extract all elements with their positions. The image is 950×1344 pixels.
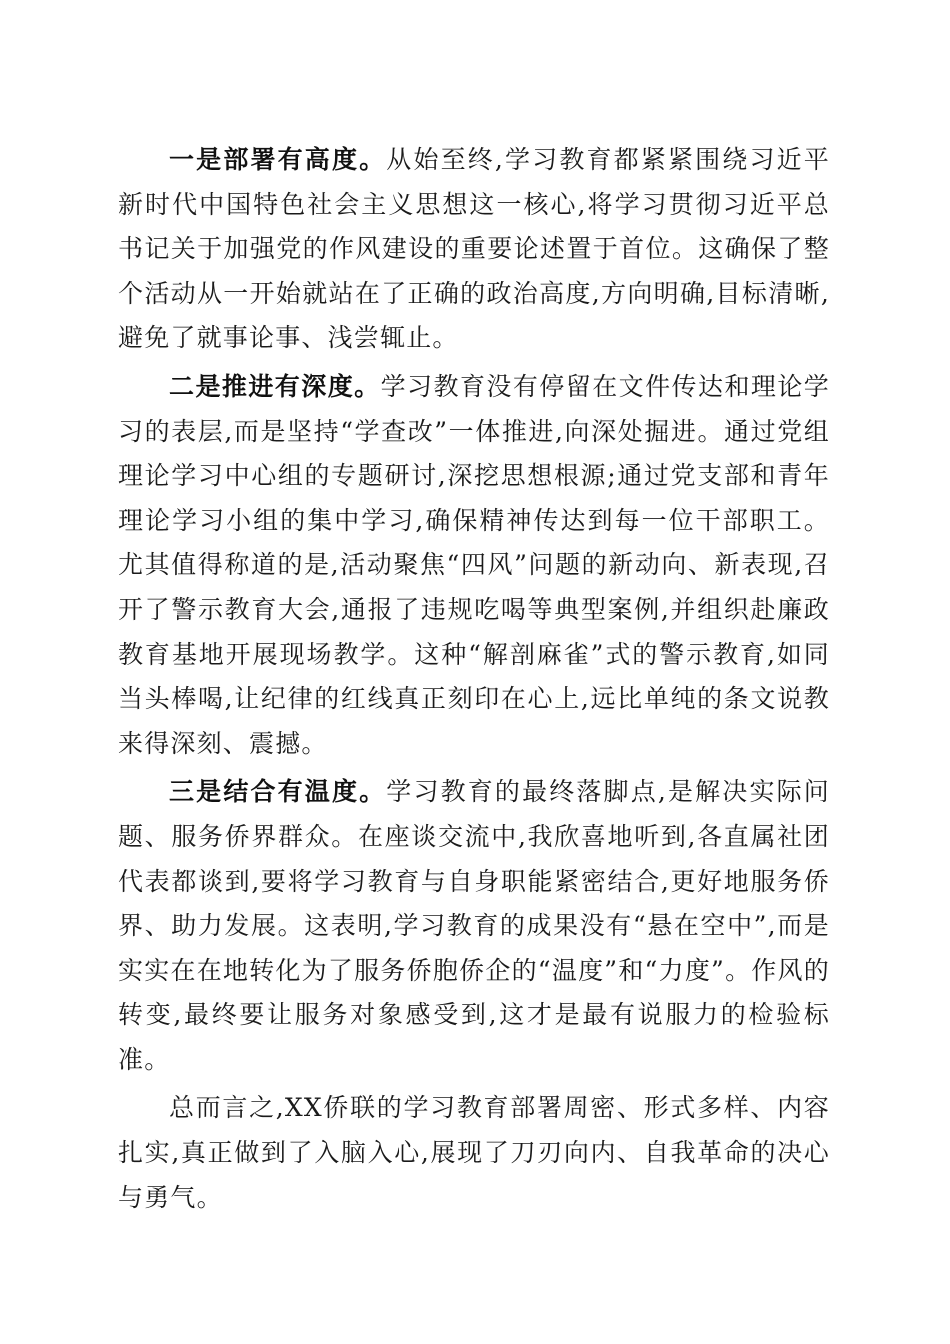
paragraph-lead-heading: 三是结合有温度。 [169,777,387,807]
paragraph-text: 学习教育没有停留在文件传达和理论学习的表层,而是坚持“学查改”一体推进,向深处掘进。通过党组理论学习中心组的专题研讨,深挖思想根源;通过党支部和青年理论学习小组的集中学习,确保精神传达到每一位干部职工。尤其值得称道的是,活动聚焦“四风”问题的新动向、新表现,召开了警示教育大会,通报了违规吃喝等典型案例,并组织赴廉政教育基地开展现场教学。这种“解剖麻雀”式的警示教育,如同当头棒喝,让纪律的红线真正刻印在心上,远比单纯的条文说教来得深刻、震撼。 [118,371,831,758]
paragraph-text: 学习教育的最终落脚点,是解决实际问题、服务侨界群众。在座谈交流中,我欣喜地听到,各直属社团代表都谈到,要将学习教育与自身职能紧密结合,更好地服务侨界、助力发展。这表明,学习教育的成果没有“悬在空中”,而是实实在在地转化为了服务侨胞侨企的“温度”和“力度”。作风的转变,最终要让服务对象感受到,这才是最有说服力的检验标准。 [118,777,830,1074]
paragraph-lead-heading: 一是部署有高度。 [169,145,387,174]
paragraph-deployment [118,138,830,361]
paragraph-text: 从始至终,学习教育都紧紧围绕习近平新时代中国特色社会主义思想这一核心,将学习贯彻习近平总书记关于加强党的作风建设的重要论述置于首位。这确保了整个活动从一开始就站在了正确的政治高度,方向明确,目标清晰,避免了就事论事、浅尝辄止。 [118,145,830,353]
paragraph-lead-heading: 二是推进有深度。 [169,371,381,401]
paragraph-advancement [118,365,830,766]
paragraph-integration [118,770,830,1082]
document-body [118,138,830,1220]
paragraph-conclusion [118,1086,830,1220]
paragraph-text: 总而言之,XX侨联的学习教育部署周密、形式多样、内容扎实,真正做到了入脑入心,展现了刀刃向内、自我革命的决心与勇气。 [118,1093,830,1212]
